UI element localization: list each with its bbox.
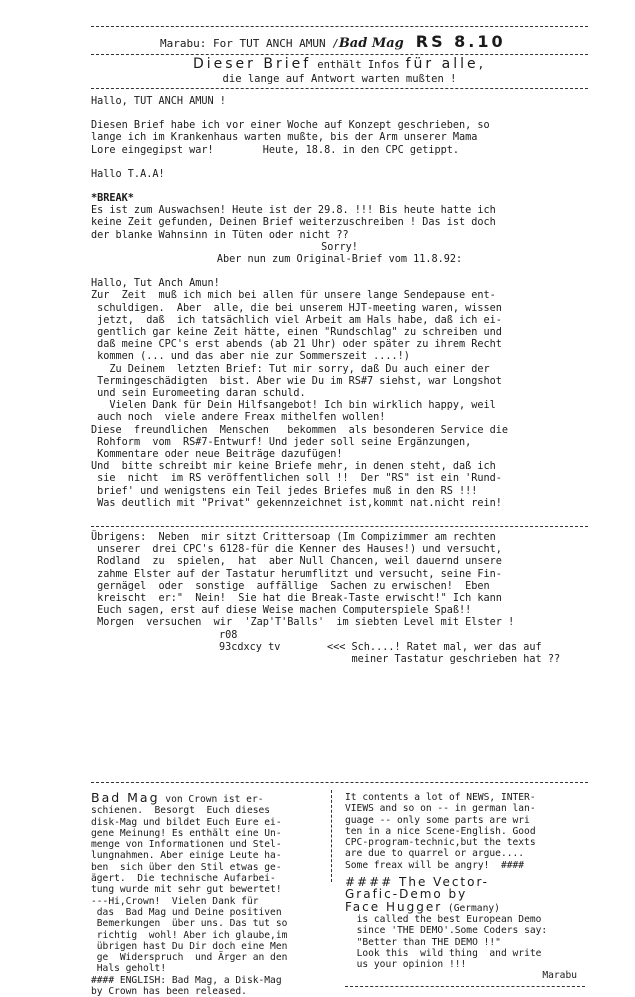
english-column bbox=[345, 792, 595, 987]
vector-demo-text: is called the best European Demo since 'THE DEMO'.Some Coders say: "Better than THE DEMO !!" Look this wild thing and write us your opinion !!! bbox=[356, 913, 548, 971]
hallo-taa: Hallo T.A.A! bbox=[91, 168, 165, 180]
bottom-divider bbox=[91, 782, 588, 783]
intro-paragraph: Diesen Brief habe ich vor einer Woche auf Konzept geschrieben, so lange ich im Krankenhaus warten mußte, bis der Arm unserer Mama Lore eingegipst war! Heute, 18.8. in den CPC getippt. bbox=[91, 120, 490, 156]
header-prefix: Marabu: For TUT ANCH AMUN / bbox=[160, 37, 339, 50]
bad-mag-column bbox=[91, 792, 331, 997]
greeting-2: Hallo, Tut Anch Amun! bbox=[91, 278, 220, 290]
paragraph-4: Diese freundlichen Menschen bekommen als besonderen Service die Rohform vom RS#7-Entwurf! Und jeder soll seine Ergänzungen, Kommentare oder neue Beiträge dazufügen! bbox=[91, 424, 509, 461]
letter-body bbox=[91, 96, 588, 510]
paragraph-2: Zu Deinem letzten Brief: Tut mir sorry, daß Du auch einer der Termingeschädigten bist. Aber wie Du im RS#7 siehst, war Longshot und sein Euromeeting daran schuld. bbox=[97, 363, 502, 400]
title-middle: enthält Infos bbox=[317, 59, 400, 71]
title-divider bbox=[91, 88, 588, 89]
title-end: für alle, bbox=[405, 56, 487, 72]
rate-mal-note: <<< Sch....! Ratet mal, wer das auf meiner Tastatur geschrieben hat ?? bbox=[327, 641, 561, 666]
column-divider bbox=[331, 790, 332, 882]
paragraph-1: Zur Zeit muß ich mich bei allen für unsere lange Sendepause ent- schuldigen. Aber alle, die bei unserem HJT-meeting waren, wissen jetzt, daß ich tatsächlich viel Arbeit am Hals habe, daß ich ei- gentlich gar keine Zeit hätte, einen "Rundschlag" zu schreiben und daß meine CPC's erst abends (ab 21 Uhr) oder später zu ihrem Recht kommen (... und das aber nie zur Sommerszeit ....!) bbox=[91, 290, 502, 363]
sorry-line: Sorry! bbox=[321, 241, 358, 253]
greeting: Hallo, TUT ANCH AMUN ! bbox=[91, 96, 226, 107]
uebrigens-paragraph: Übrigens: Neben mir sitzt Crittersoap (Im Compizimmer am rechten unserer drei CPC's 6128-für die Kenner des Hauses!) und versucht, Rodland zu spielen, hat aber Null Chancen, weil dauernd unsere zahme Elster auf der Tastatur herumflitzt und versucht, seine Fin- gernägel oder sonstige auffällige Sachen zu erwischen! Eben kreischt er:" Nein! Sie hat die Break-Taste erwischt!" Ich kann Euch sagen, erst auf diese Weise machen Computerspiele Spaß!! Morgen versuchen wir 'Zap'T'Balls' im siebten Level mit Elster ! bbox=[91, 532, 515, 629]
signature: Marabu bbox=[542, 970, 577, 982]
header-handwritten: Bad Mag bbox=[338, 36, 404, 51]
bad-mag-text: von Crown ist er- schienen. Besorgt Euch dieses disk-Mag und bildet Euch Eure ei- gene Meinung! Es enthält eine Un- menge von Informationen und Stel- lungnahmen. Aber einige Leute ha- ben sich über den Stil etwas ge- ägert. Die technische Aufarbei- tung wurde mit sehr gut bewertet! ---Hi,Crown! Vielen Dank für das Bad Mag und Deine positiven Bemerkungen über uns. Das tut so richtig wohl! Aber ich glaube,im übrigen hast Du Dir doch eine Men ge Widerspruch und Ärger an den Hals geholt! #### ENGLISH: Bad Mag, a Disk-Mag by Crown has been released. bbox=[91, 794, 288, 997]
vector-demo-country: (Germany) bbox=[442, 902, 500, 914]
top-divider bbox=[91, 26, 588, 27]
title-subtitle: die lange auf Antwort warten mußten ! bbox=[222, 73, 457, 86]
break-tag: *BREAK* bbox=[91, 193, 134, 205]
header-divider bbox=[91, 54, 588, 55]
issue-number: RS 8.10 bbox=[415, 32, 506, 51]
paragraph-3: Vielen Dank für Dein Hilfsangebot! Ich bin wirklich happy, weil auch noch viele andere Freax mithelfen wollen! bbox=[97, 400, 496, 424]
paragraph-5: Und bitte schreibt mir keine Briefe mehr, in denen steht, daß ich sie nicht im RS veröffentlichen soll !! Der "RS" ist ein 'Rund- brief' und wenigstens ein Teil jedes Briefes muß in den RS !!! Was deutlich mit "Privat" gekennzeichnet ist,kommt nat.nicht rein! bbox=[91, 461, 502, 509]
vector-demo-title: #### The Vector- Grafic-Demo by Face Hugger bbox=[345, 875, 489, 914]
english-text: It contents a lot of NEWS, INTER- VIEWS and so on -- in german lan- guage -- only some parts are wri ten in a nice Scene-English. Good CPC-program-technic,but the texts are due to quarrel or argue.... Some freax will be angry! #### bbox=[345, 792, 536, 871]
uebrigens-block bbox=[91, 532, 588, 666]
original-line: Aber nun zum Original-Brief vom 11.8.92: bbox=[216, 254, 463, 266]
bad-mag-logo: Bad Mag bbox=[91, 790, 160, 805]
mid-divider bbox=[91, 526, 588, 527]
letter-title bbox=[91, 58, 588, 85]
title-main: Dieser Brief bbox=[192, 56, 312, 72]
keyboard-gibberish-2: 93cdxcy tv bbox=[219, 641, 281, 653]
keyboard-gibberish-1: r08 bbox=[219, 629, 238, 641]
page-header bbox=[160, 32, 588, 51]
signature-divider bbox=[345, 986, 585, 987]
break-paragraph: Es ist zum Auswachsen! Heute ist der 29.8. !!! Bis heute hatte ich keine Zeit gefunden, Deinen Brief weiterzuschreiben ! Das ist doch der blanke Wahnsinn in Tüten oder nicht ?? bbox=[91, 205, 496, 241]
